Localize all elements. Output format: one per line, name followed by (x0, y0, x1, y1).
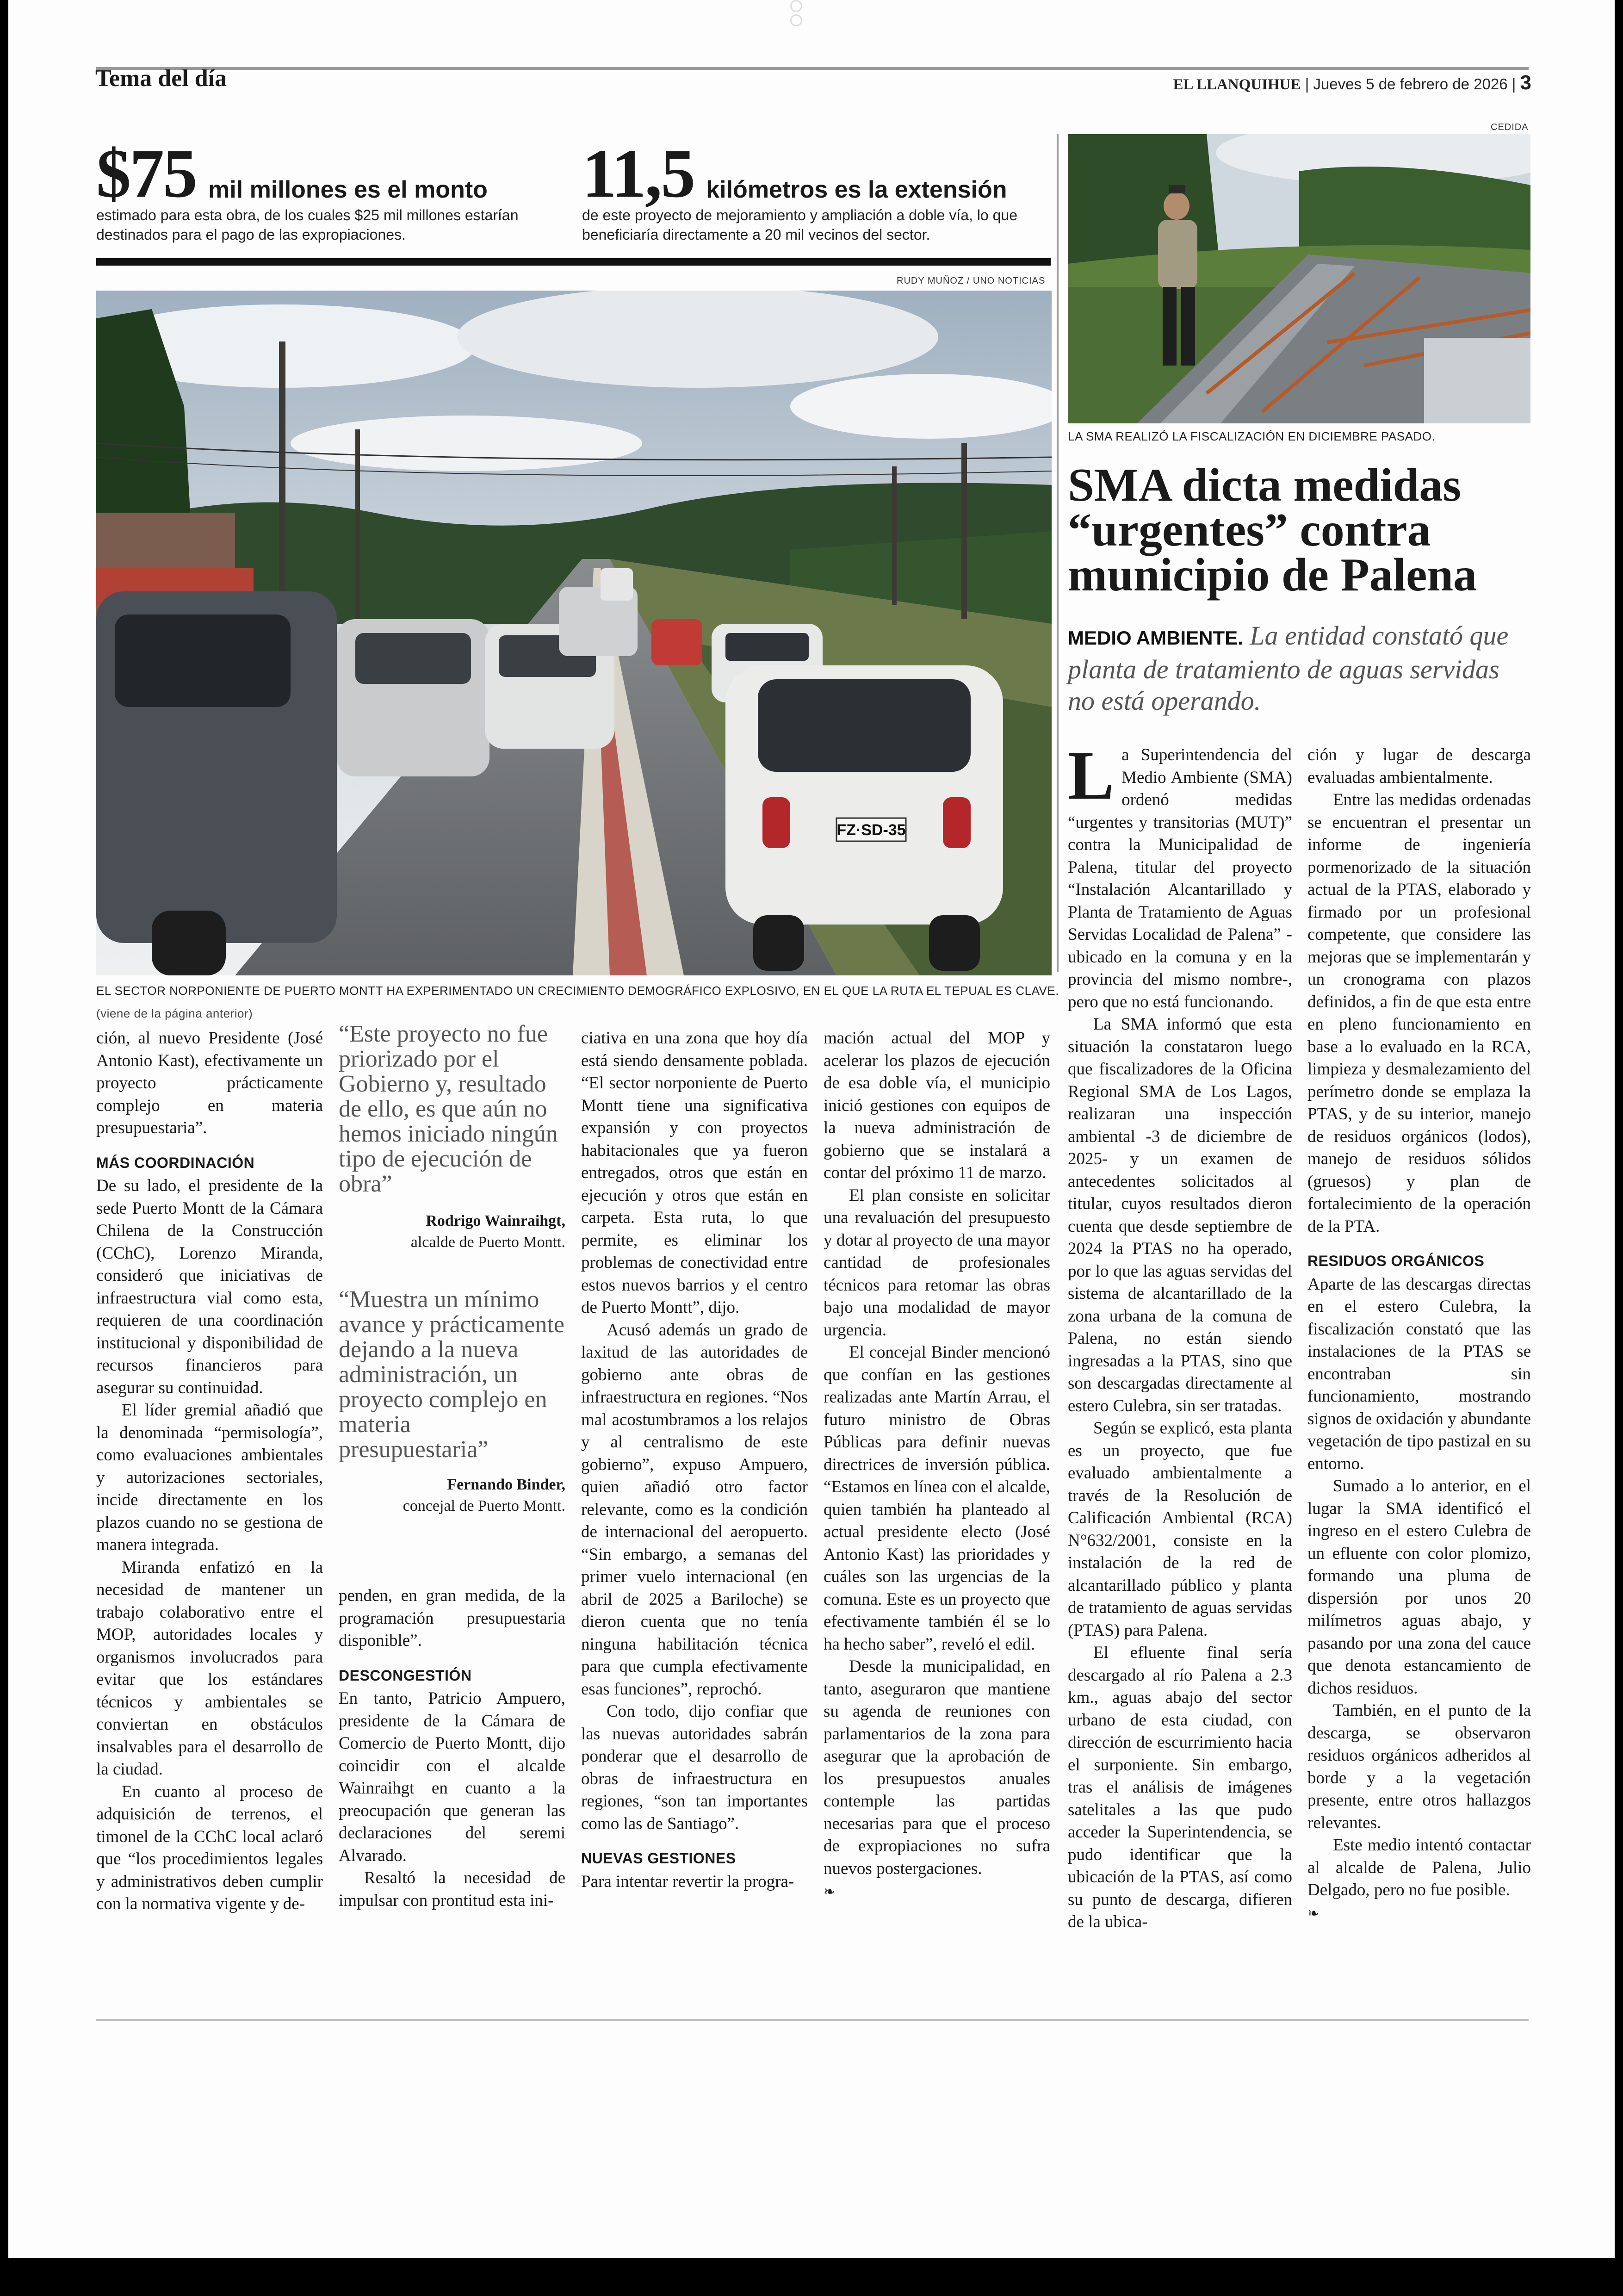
section-title: Tema del día (95, 65, 227, 92)
continued-note: (viene de la página anterior) (96, 1006, 253, 1020)
paragraph: Acusó además un grado de laxitud de las autoridades de gobierno ante obras de infraestructura en regiones. “Nos mal acostumbramos a los relajos y al centralismo de este gobierno”, expuso Ampuero, quien añadió otro factor relevante, como es la condición de internacional del aeropuerto. “Sin embargo, a semanas del primer vuelo internacional (en abril de 2025 a Bariloche) se dieron cuenta que no tenía ninguna habilitación técnica para que cumpla efectivamente esas funciones”, reprochó. (581, 1320, 808, 1699)
quote-1-attribution (339, 1210, 565, 1253)
main-article-column-3 (581, 1027, 808, 1893)
stat-text: estimado para esta obra, de los cuales $25 mil millones estarían destinados para el pago de las expropiaciones. (96, 207, 519, 243)
paragraph: El plan consiste en solicitar una revaluación del presupuesto y dotar al proyecto de una mayor cantidad de profesionales técnicos para retomar las obras bajo una modalidad de mayor urgencia. (824, 1185, 1050, 1340)
subheading: RESIDUOS ORGÁNICOS (1307, 1253, 1485, 1269)
paragraph: El concejal Binder mencionó que confían en las gestiones realizadas ante Martín Arrau, el futuro ministro de Obras Públicas para definir nuevas directrices de inversión pública. “Estamos en línea con el alcalde, quien también ha planteado al actual presidente electo (José Antonio Kast) las prioridades y cuáles son las urgencias de la comuna. Este es un proyecto que efectivamente también él se lo ha hecho saber”, reveló el edil. (824, 1343, 1050, 1654)
paragraph: Sumado a lo anterior, en el lugar la SMA identificó el ingreso en el estero Culebra de un efluente con color plomizo, formando una pluma de dispersión por unos 20 milímetros aguas abajo, y pasando por una zona del cauce que denota estancamiento de dichos residuos. (1307, 1477, 1531, 1698)
treatment-plant-image (1068, 134, 1530, 423)
stat-rule (96, 258, 1051, 266)
newspaper-name: EL LLANQUIHUE (1173, 76, 1301, 93)
subheading: MÁS COORDINACIÓN (96, 1154, 255, 1171)
photo-caption: EL SECTOR NORPONIENTE DE PUERTO MONTT HA EXPERIMENTADO UN CRECIMIENTO DEMOGRÁFICO EXPLOSIVO, EN EL QUE LA RUTA EL TEPUAL ES CLAVE. (96, 984, 1059, 998)
stat-box-length (582, 135, 1049, 244)
header-rule (96, 67, 1529, 70)
stat-value: $75 (96, 135, 196, 212)
quote-2-role: concejal de Puerto Montt. (403, 1497, 565, 1514)
subheading: NUEVAS GESTIONES (581, 1850, 736, 1867)
paragraph: Aparte de las descargas directas en el estero Culebra, la fiscalización constató que las instalaciones de la PTAS se encontraban sin funcionamiento, mostrando signos de oxidación y abundante vegetación de tipo pastizal en su entorno. (1307, 1274, 1531, 1473)
quote-1-name: Rodrigo Wainraihgt, (426, 1212, 565, 1229)
stat-lead: kilómetros es la extensión (706, 176, 1007, 203)
paragraph: mación actual del MOP y acelerar los plazos de ejecución de esa doble vía, el municipio inició gestiones con equipos de la nueva administración de gobierno que se instalará a contar del próximo 11 de marzo. (824, 1029, 1050, 1182)
side-deck-text: La entidad constató que planta de tratamiento de aguas servidas no está operando. (1068, 621, 1509, 716)
paragraph: Según se explicó, esta planta es un proyecto, que fue evaluado ambientalmente a través de la Resolución de Calificación Ambiental (RCA) N°632/2001, consiste en la instalación de la red de alcantarillado público y planta de tratamiento de aguas servidas (PTAS) para Palena. (1068, 1419, 1292, 1640)
paragraph: En cuanto al proceso de adquisición de terrenos, el timonel de la CChC local aclaró que “los procedimientos legales y administrativos deben cumplir con la normativa vigente y de- (96, 1782, 323, 1913)
paragraph: Para intentar revertir la progra- (581, 1872, 794, 1891)
footer-rule (96, 2019, 1529, 2021)
subheading: DESCONGESTIÓN (339, 1667, 472, 1684)
paragraph: El líder gremial añadió que la denominada “permisología”, como evaluaciones ambientales y autorizaciones sectoriales, incide directamente en los plazos cuando no se gestiona de manera integrada. (96, 1401, 323, 1554)
side-article-column-1 (1068, 737, 1292, 1934)
drop-cap: L (1068, 737, 1115, 814)
paragraph: penden, en gran medida, de la programación presupuestaria disponible”. (339, 1586, 565, 1650)
paragraph: El efluente final sería descargado al río Palena a 2.3 km., aguas abajo del sector urbano de esta ciudad, con dirección de escurrimiento hacia el surponiente. Sin embargo, tras el análisis de imágenes satelitales a las que pudo acceder la Superintendencia, se pudo identificar que la ubicación de la PTAS, así como su punto de descarga, difieren de la ubica- (1068, 1643, 1292, 1931)
paragraph: La SMA informó que esta situación la constataron luego que fiscalizadores de la Oficina Regional SMA de Los Lagos, realizaran una inspección ambiental -3 de diciembre de 2025- y un examen de antecedentes solicitados al titular, cuyos resultados dieron cuenta que desde septiembre de 2024 la PTAS no ha operado, por lo que las aguas servidas del sistema de alcantarillado de la zona urbana de la comuna de Palena, no están siendo ingresadas a la PTAS, sino que son descargadas directamente al estero Culebra, sin ser tratadas. (1068, 1015, 1292, 1415)
paragraph: Este medio intentó contactar al alcalde de Palena, Julio Delgado, pero no fue posible. (1307, 1836, 1531, 1899)
pull-quote-1: “Este proyecto no fue priorizado por el Gobierno y, resultado de ello, es que aún no hemos iniciado ningún tipo de ejecución de obra” (339, 1021, 558, 1197)
stat-box-cost (96, 135, 540, 244)
side-photo-caption: LA SMA REALIZÓ LA FISCALIZACIÓN EN DICIEMBRE PASADO. (1068, 429, 1436, 443)
end-of-article-icon: ❧ (1307, 1905, 1319, 1922)
side-article-column-2 (1307, 744, 1531, 1925)
paragraph: Desde la municipalidad, en tanto, aseguraron que mantiene su agenda de reuniones con parlamentarios de la zona para asegurar que la aprobación de los presupuestos anuales contemple las partidas necesarias para que el proceso de expropiaciones no sufra nuevos postergaciones. (824, 1657, 1050, 1878)
paragraph: Con todo, dijo confiar que las nuevas autoridades sabrán ponderar que el desarrollo de obras de infraestructura en regiones, “son tan importantes como las de Santiago”. (581, 1702, 808, 1833)
issue-date: Jueves 5 de febrero de 2026 (1313, 75, 1508, 93)
paragraph: Entre las medidas ordenadas se encuentran el presentar un informe de ingeniería pormenorizado de la situación actual de la PTAS, elaborado y firmado por un profesional competente, que considere las mejoras que se implementarán y un cronograma con plazos definidos, a fin de que esta entre en pleno funcionamiento en base a lo evaluado en la RCA, limpieza y desmalezamiento del perímetro donde se emplaza la PTAS, y de su interior, manejo de residuos orgánicos (lodos), manejo de residuos sólidos (gruesos) y plan de fortalecimiento de la operación de la PTA. (1307, 790, 1531, 1236)
main-article-column-1 (96, 1027, 323, 1916)
paragraph: También, en el punto de la descarga, se observaron residuos orgánicos adheridos al borde y a la vegetación presente, entre otros hallazgos relevantes. (1307, 1701, 1531, 1832)
quote-2-attribution (339, 1474, 565, 1517)
pager-dots[interactable] (790, 0, 818, 12)
main-article-column-4 (824, 1027, 1050, 1904)
side-kicker: MEDIO AMBIENTE. (1068, 627, 1243, 649)
paragraph: Resaltó la necesidad de impulsar con prontitud esta ini- (339, 1868, 565, 1910)
treatment-plant-photo (1068, 134, 1530, 423)
pull-quote-2: “Muestra un mínimo avance y prácticamente dejando a la nueva administración, un proyecto complejo en materia presupuestaria” (339, 1286, 564, 1463)
side-headline: SMA dicta medidas “urgentes” contra municipio de Palena (1068, 459, 1477, 601)
side-deck (1068, 620, 1530, 717)
stat-value: 11,5 (582, 135, 694, 212)
paragraph: a Superintendencia del Medio Ambiente (SMA) ordenó medidas “urgentes y transitorias (MUT)” contra la Municipalidad de Palena, titular del proyecto “Instalación Alcantarillado y Planta de Tratamiento de Aguas Servidas Localidad de Palena” -ubicado en la comuna y en la provincia del mismo nombre-, pero que no está funcionando. (1068, 745, 1292, 1011)
end-of-article-icon: ❧ (824, 1884, 836, 1900)
main-article-column-2 (339, 1585, 565, 1912)
stat-lead: mil millones es el monto (208, 176, 488, 203)
paragraph: En tanto, Patricio Ampuero, presidente de la Cámara de Comercio de Puerto Montt, dijo coincidir con el alcalde Wainraihgt en cuanto a la preocupación que generan las declaraciones del seremi Alvarado. (339, 1689, 565, 1865)
road-traffic-photo (96, 291, 1052, 975)
side-photo-credit: CEDIDA (1491, 122, 1529, 132)
paragraph: ción, al nuevo Presidente (José Antonio Kast), efectivamente un proyecto prácticamente complejo en materia presupuestaria”. (96, 1029, 323, 1137)
folio: EL LLANQUIHUE | Jueves 5 de febrero de 2026 | 3 (1173, 71, 1531, 94)
paragraph: ción y lugar de descarga evaluadas ambientalmente. (1307, 745, 1531, 787)
paragraph: Miranda enfatizó en la necesidad de mantener un trabajo colaborativo entre el MOP, autoridades locales y organismos involucrados para evitar que los estándares técnicos y ambientales se conviertan en obstáculos insalvables para el desarrollo de la ciudad. (96, 1558, 323, 1779)
quote-2-name: Fernando Binder, (447, 1476, 565, 1493)
page-number: 3 (1520, 71, 1531, 94)
quote-1-role: alcalde de Puerto Montt. (410, 1234, 565, 1251)
stat-text: de este proyecto de mejoramiento y ampliación a doble vía, lo que beneficiaría directamente a 20 mil vecinos del sector. (582, 207, 1017, 243)
paragraph: De su lado, el presidente de la sede Puerto Montt de la Cámara Chilena de la Construcción (CChC), Lorenzo Miranda, consideró que iniciativas de infraestructura vial como esta, requieren de una coordinación institucional y disponibilidad de recursos financieros para asegurar su continuidad. (96, 1176, 323, 1397)
road-traffic-image (96, 291, 1052, 975)
photo-credit: RUDY MUÑOZ / UNO NOTICIAS (897, 276, 1046, 286)
license-plate: FZ·SD-35 (836, 821, 906, 839)
paragraph: ciativa en una zona que hoy día está siendo densamente poblada. “El sector norponiente de Puerto Montt tiene una significativa expansión y con proyectos habitacionales que ya fueron entregados, otros que están en ejecución y otros que están en carpeta. Esta ruta, lo que permite, es eliminar los problemas de conectividad entre estos nuevos barrios y el centro de Puerto Montt”, dijo. (581, 1029, 808, 1317)
column-divider (1057, 134, 1059, 972)
newspaper-page (8, 0, 1615, 2258)
